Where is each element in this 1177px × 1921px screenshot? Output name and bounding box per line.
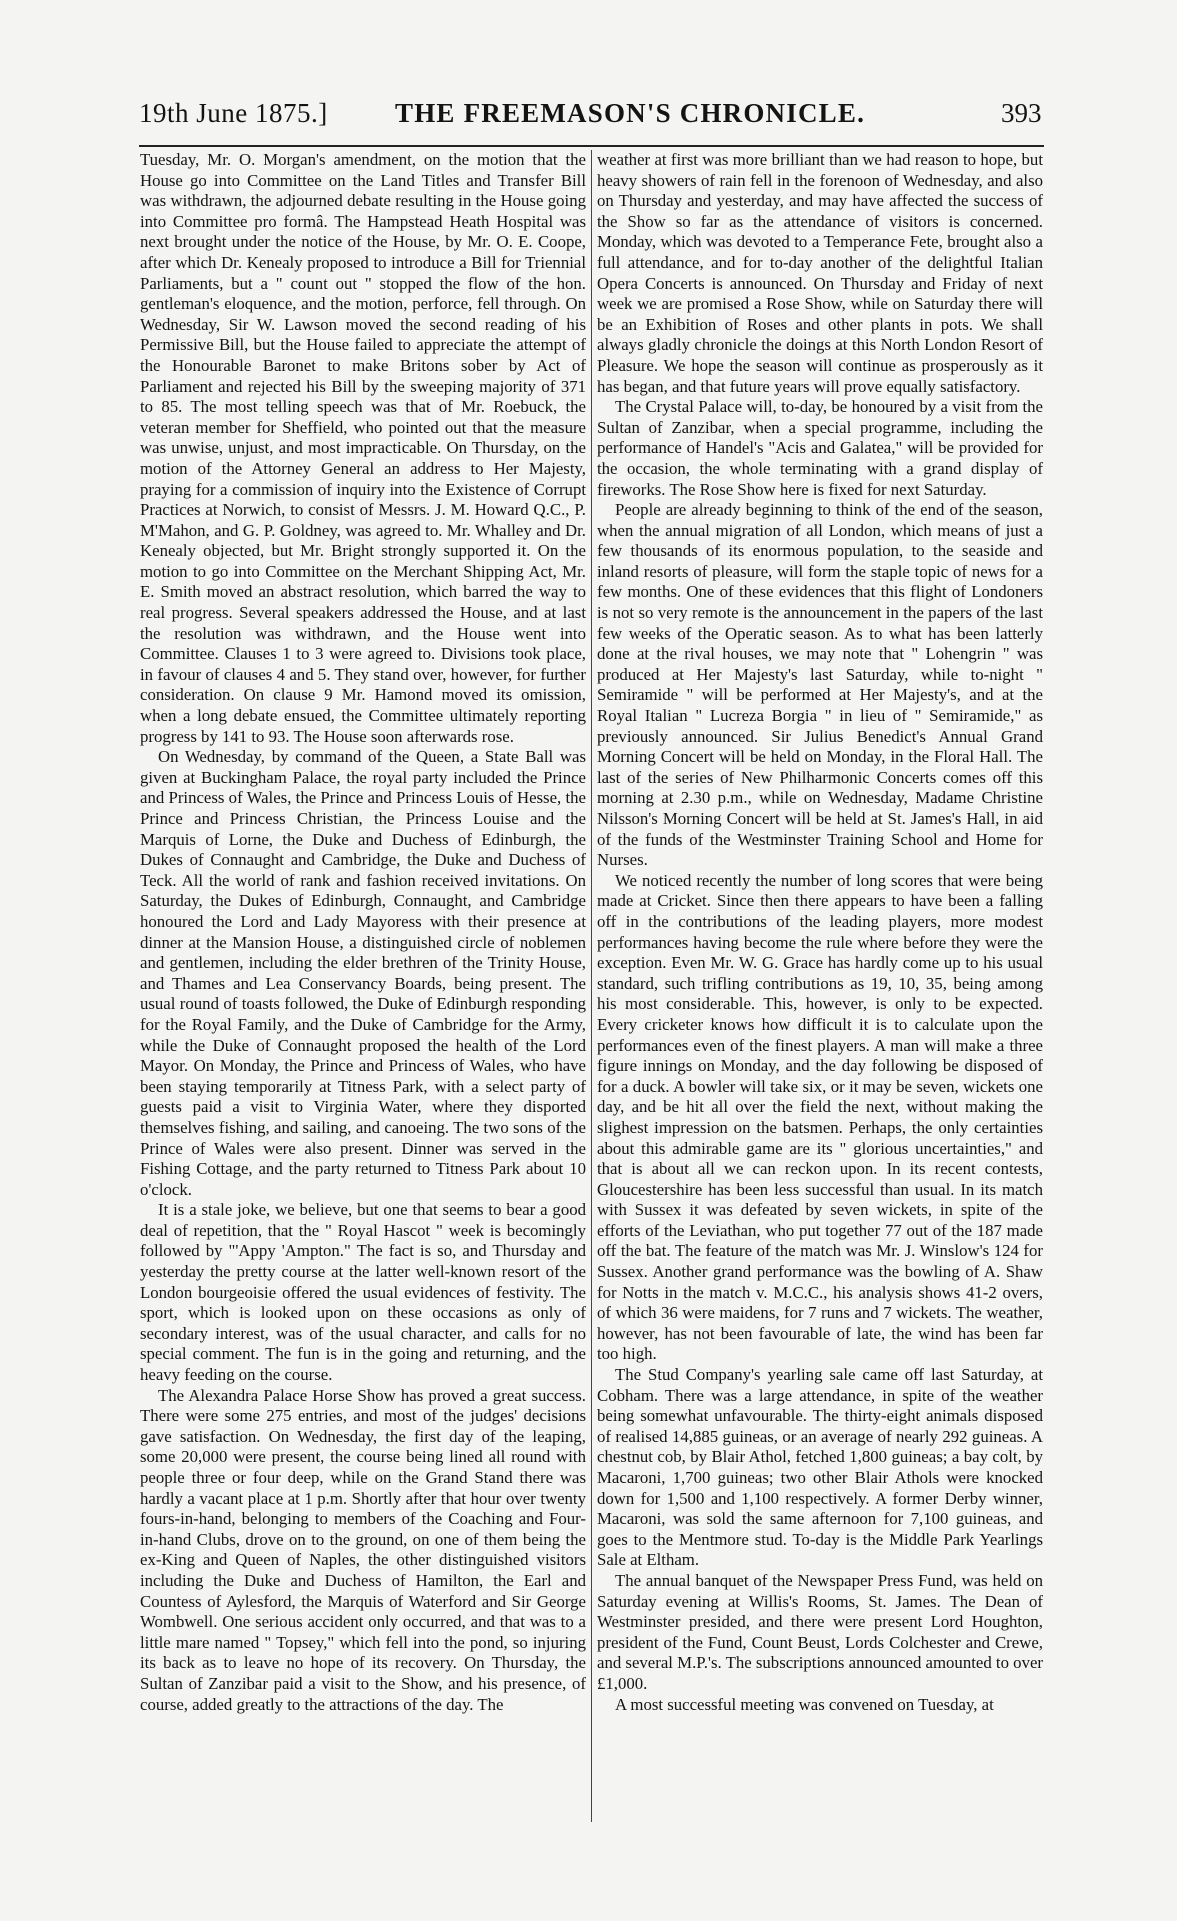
paragraph: The Alexandra Palace Horse Show has proved a great success. There were some 275 entries, and most of the judges' decisions gave satisfaction. On Wednesday, the first day of the leaping, some 20,000 were present, the course being lined all round with people three or four deep, while on the Grand Stand there was hardly a vacant place at 1 p.m. Shortly after that hour over twenty fours-in-hand, belonging to members of the Coaching and Four-in-hand Clubs, drove on to the ground, on one of them being the ex-King and Queen of Naples, the other distinguished visitors including the Duke and Duchess of Hamilton, the Earl and Countess of Aylesford, the Marquis of Waterford and Sir George Wombwell. One serious accident only occurred, and that was to a little mare named " Topsey," which fell into the pond, so injuring its back as to leave no hope of its recovery. On Thursday, the Sultan of Zanzibar paid a visit to the Show, and his presence, of course, added greatly to the attractions of the day. The bbox=[140, 1385, 586, 1714]
paragraph: On Wednesday, by command of the Queen, a State Ball was given at Buckingham Palace, the royal party included the Prince and Princess of Wales, the Prince and Princess Louis of Hesse, the Prince and Princess Christian, the Princess Louise and the Marquis of Lorne, the Duke and Duchess of Edinburgh, the Dukes of Connaught and Cambridge, the Duke and Duchess of Teck. All the world of rank and fashion received invitations. On Saturday, the Dukes of Edinburgh, Connaught, and Cambridge honoured the Lord and Lady Mayoress with their presence at dinner at the Mansion House, a distinguished circle of noblemen and gentlemen, including the elder brethren of the Trinity House, and Thames and Lea Conservancy Boards, being present. The usual round of toasts followed, the Duke of Edinburgh responding for the Royal Family, and the Duke of Cambridge for the Army, while the Duke of Connaught proposed the health of the Lord Mayor. On Monday, the Prince and Princess of Wales, who have been staying temporarily at Titness Park, with a select party of guests paid a visit to Virginia Water, where they disported themselves fishing, and sailing, and canoeing. The two sons of the Prince of Wales were also present. Dinner was served in the Fishing Cottage, and the party returned to Titness Park about 10 o'clock. bbox=[140, 747, 586, 1199]
paragraph: People are already beginning to think of the end of the season, when the annual migration of all London, which means of just a few thousands of its enormous population, to the seaside and inland resorts of pleasure, will form the staple topic of news for a few months. One of these evidences that this flight of Londoners is not so very remote is the announcement in the papers of the last few weeks of the Operatic season. As to what has been latterly done at the rival houses, we may note that " Lohengrin " was produced at Her Majesty's last Saturday, while to-night " Semiramide " will be performed at Her Majesty's, and at the Royal Italian " Lucreza Borgia " in lieu of " Semiramide," as previously announced. Sir Julius Benedict's Annual Grand Morning Concert will be held on Monday, in the Floral Hall. The last of the series of New Philharmonic Concerts comes off this morning at 2.30 p.m., while on Wednesday, Madame Christine Nilsson's Morning Concert will be held at St. James's Hall, in aid of the funds of the Westminster Training School and Home for Nurses. bbox=[597, 500, 1043, 870]
publication-title: THE FREEMASON'S CHRONICLE. bbox=[395, 98, 866, 128]
paragraph: The annual banquet of the Newspaper Press Fund, was held on Saturday evening at Willis's Rooms, St. James. The Dean of Westminster presided, and there were present Lord Houghton, president of the Fund, Count Beust, Lords Colchester and Crewe, and several M.P.'s. The subscriptions announced amounted to over £1,000. bbox=[597, 1570, 1043, 1693]
paragraph: We noticed recently the number of long scores that were being made at Cricket. Since then there appears to have been a falling off in the contributions of the leading players, more modest performances having become the rule where before they were the exception. Even Mr. W. G. Grace has hardly come up to his usual standard, such trifling contributions as 19, 10, 35, being among his most considerable. This, however, is only to be expected. Every cricketer knows how difficult it is to calculate upon the performances even of the finest players. A man will make a three figure innings on Monday, and the day following be disposed of for a duck. A bowler will take six, or it may be seven, wickets one day, and be hit all over the field the next, without making the slighest impression on the batsmen. Perhaps, the only certainties about this admirable game are its " glorious uncertainties," and that is about all we can reckon upon. In its recent contests, Gloucestershire has been less successful than usual. In its match with Sussex it was defeated by seven wickets, in spite of the efforts of the Leviathan, who put together 77 out of the 187 made off the bat. The feature of the match was Mr. J. Winslow's 124 for Sussex. Another grand performance was the bowling of A. Shaw for Notts in the match v. M.C.C., his analysis shows 41-2 overs, of which 36 were maidens, for 7 runs and 7 wickets. The weather, however, has not been favourable of late, the wind has been far too high. bbox=[597, 870, 1043, 1364]
page-number: 393 bbox=[1001, 98, 1042, 128]
right-column bbox=[597, 150, 1043, 1830]
paragraph: The Stud Company's yearling sale came off last Saturday, at Cobham. There was a large attendance, in spite of the weather being somewhat unfavourable. The thirty-eight animals disposed of realised 14,885 guineas, or an average of nearly 292 guineas. A chestnut cob, by Blair Athol, fetched 1,800 guineas; a bay colt, by Macaroni, 1,700 guineas; two other Blair Athols were knocked down for 1,500 and 1,100 respectively. A former Derby winner, Macaroni, was sold the same afternoon for 7,100 guineas, and goes to the Mentmore stud. To-day is the Middle Park Yearlings Sale at Eltham. bbox=[597, 1365, 1043, 1570]
paragraph: The Crystal Palace will, to-day, be honoured by a visit from the Sultan of Zanzibar, when a special programme, including the performance of Handel's "Acis and Galatea," will be provided for the occasion, the whole terminating with a grand display of fireworks. The Rose Show here is fixed for next Saturday. bbox=[597, 397, 1043, 499]
paragraph: Tuesday, Mr. O. Morgan's amendment, on the motion that the House go into Committee on the Land Titles and Transfer Bill was withdrawn, the adjourned debate resulting in the House going into Committee pro formâ. The Hampstead Heath Hospital was next brought under the notice of the House, by Mr. O. E. Coope, after which Dr. Kenealy proposed to introduce a Bill for Triennial Parliaments, but a " count out " stopped the flow of the hon. gentleman's eloquence, and the motion, perforce, fell through. On Wednesday, Sir W. Lawson moved the second reading of his Permissive Bill, but the House failed to appreciate the attempt of the Honourable Baronet to make Britons sober by Act of Parliament and rejected his Bill by the sweeping majority of 371 to 85. The most telling speech was that of Mr. Roebuck, the veteran member for Sheffield, who pointed out that the measure was unwise, unjust, and most impracticable. On Thursday, on the motion of the Attorney General an address to Her Majesty, praying for a commission of inquiry into the Existence of Corrupt Practices at Norwich, to consist of Messrs. J. M. Howard Q.C., P. M'Mahon, and G. P. Goldney, was agreed to. Mr. Whalley and Dr. Kenealy objected, but Mr. Bright strongly supported it. On the motion to go into Committee on the Merchant Shipping Act, Mr. E. Smith moved an abstract resolution, which barred the way to real progress. Several speakers addressed the House, and at last the resolution was withdrawn, and the House went into Committee. Clauses 1 to 3 were agreed to. Divisions took place, in favour of clauses 4 and 5. They stand over, however, for further consideration. On clause 9 Mr. Hamond moved its omission, when a long debate ensued, the Committee ultimately reporting progress by 141 to 93. The House soon afterwards rose. bbox=[140, 150, 586, 746]
left-column bbox=[140, 150, 586, 1830]
column-divider bbox=[591, 150, 592, 1822]
paragraph: It is a stale joke, we believe, but one that seems to bear a good deal of repetition, that the " Royal Hascot " week is becomingly followed by "'Appy 'Ampton." The fact is so, and Thursday and yesterday the pretty course at the latter well-known resort of the London bourgeoisie offered the usual evidences of festivity. The sport, which is looked upon on these occasions as only of secondary interest, was of the usual character, and calls for no special comment. The fun is in the going and returning, and the heavy feeding on the course. bbox=[140, 1200, 586, 1385]
page-header bbox=[0, 0, 1177, 155]
header-rule bbox=[139, 145, 1044, 147]
paragraph: weather at first was more brilliant than we had reason to hope, but heavy showers of rain fell in the forenoon of Wednesday, and also on Thursday and yesterday, and may have affected the success of the Show so far as the attendance of visitors is concerned. Monday, which was devoted to a Temperance Fete, brought also a full attendance, and for to-day another of the delightful Italian Opera Concerts is announced. On Thursday and Friday of next week we are promised a Rose Show, while on Saturday there will be an Exhibition of Roses and other plants in pots. We shall always gladly chronicle the doings at this North London Resort of Pleasure. We hope the season will continue as prosperously as it has began, and that future years will prove equally satisfactory. bbox=[597, 150, 1043, 396]
issue-date: 19th June 1875.] bbox=[139, 98, 328, 128]
paragraph: A most successful meeting was convened on Tuesday, at bbox=[615, 1694, 994, 1714]
